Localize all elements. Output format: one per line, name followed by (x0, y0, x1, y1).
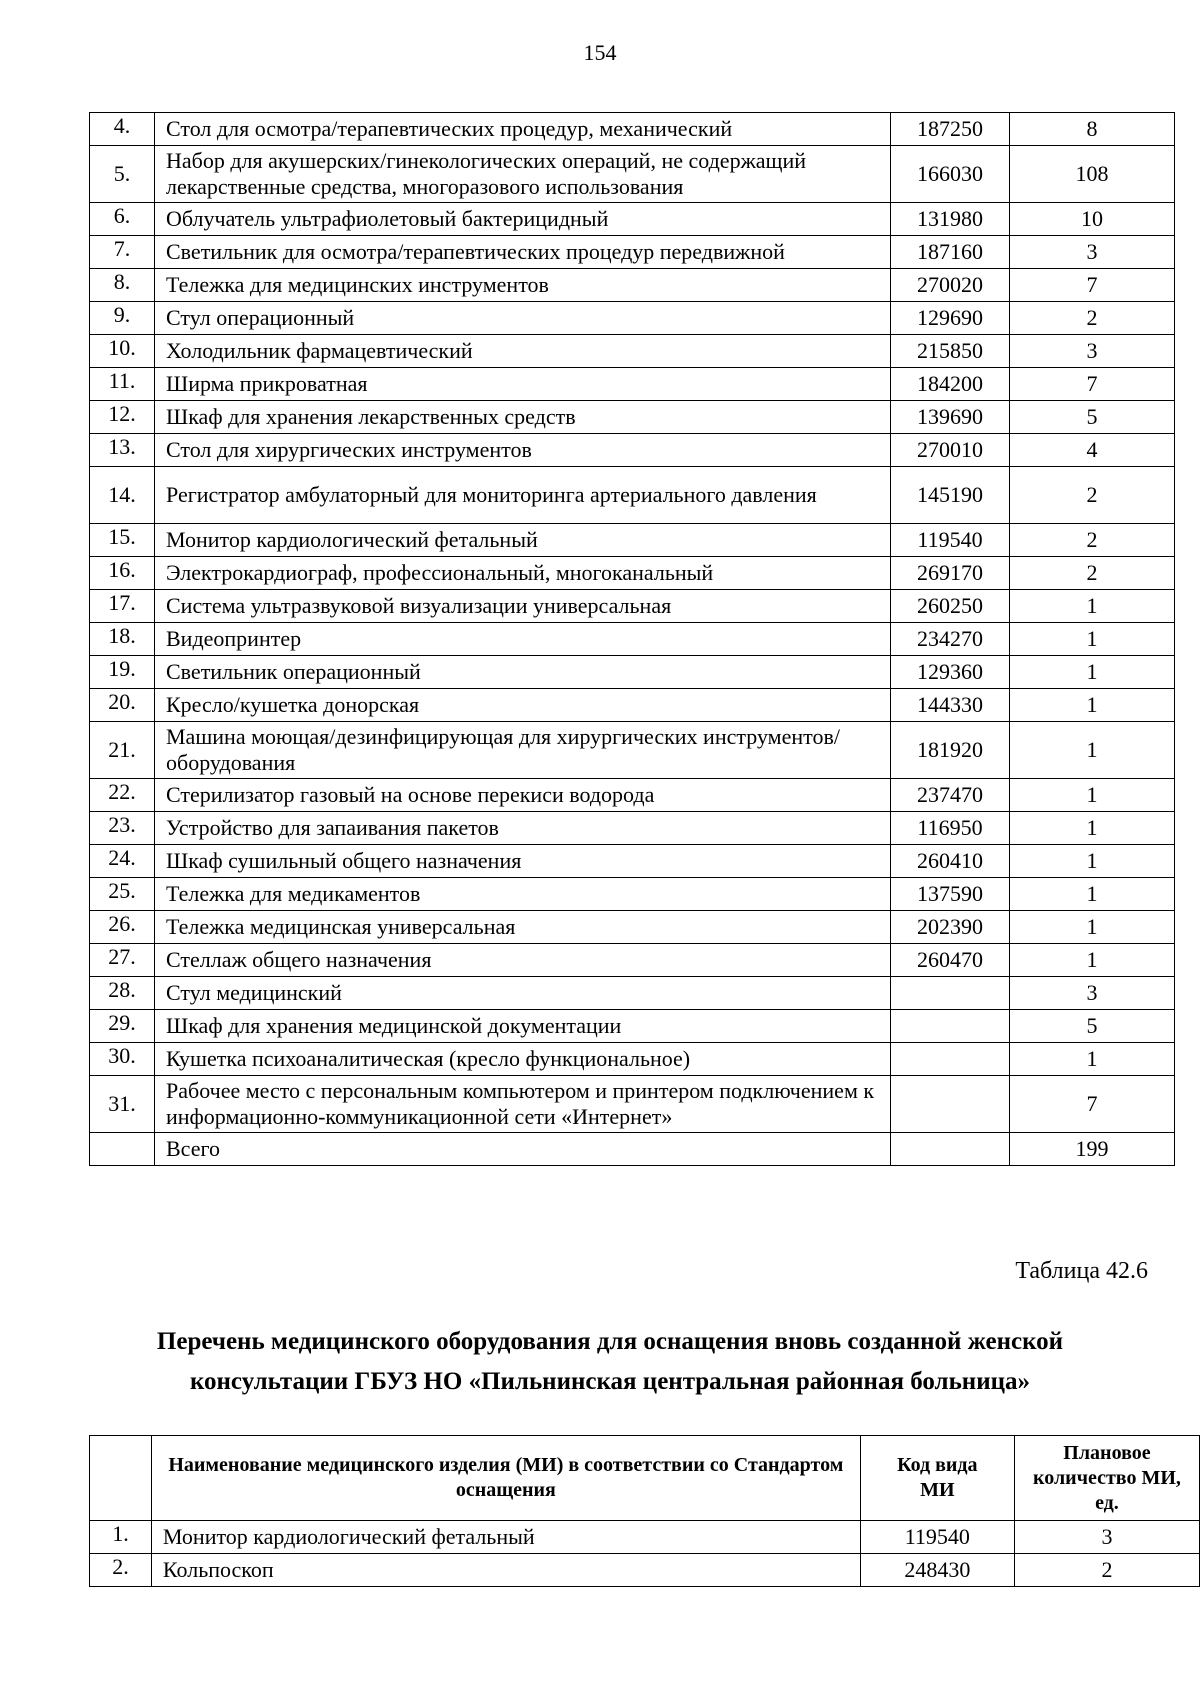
row-qty: 7 (1010, 269, 1175, 302)
header-name: Наименование медицинского изделия (МИ) в соответствии со Стандартом оснащения (151, 1436, 860, 1521)
row-number: 1. (90, 1521, 152, 1554)
row-code: 184200 (891, 368, 1010, 401)
row-name: Электрокардиограф, профессиональный, многоканальный (155, 557, 891, 590)
row-qty: 3 (1010, 977, 1175, 1010)
row-qty: 7 (1010, 1076, 1175, 1133)
row-code: 234270 (891, 623, 1010, 656)
table-row (90, 1010, 1175, 1043)
row-name: Облучатель ультрафиолетовый бактерицидный (155, 203, 891, 236)
row-qty: 7 (1010, 368, 1175, 401)
row-name: Стерилизатор газовый на основе перекиси водорода (155, 779, 891, 812)
table-row (90, 623, 1175, 656)
table-row (90, 203, 1175, 236)
row-qty: 1 (1010, 845, 1175, 878)
row-number: 19. (90, 656, 155, 689)
row-code: 145190 (891, 467, 1010, 524)
row-code: 215850 (891, 335, 1010, 368)
row-name: Тележка для медикаментов (155, 878, 891, 911)
row-name: Система ультразвуковой визуализации универсальная (155, 590, 891, 623)
row-code: 144330 (891, 689, 1010, 722)
row-qty: 2 (1014, 1554, 1199, 1587)
row-number: 8. (90, 269, 155, 302)
row-qty: 2 (1010, 302, 1175, 335)
table-row (90, 779, 1175, 812)
row-code: 129690 (891, 302, 1010, 335)
row-code: 270020 (891, 269, 1010, 302)
row-code: 139690 (891, 401, 1010, 434)
total-label: Всего (155, 1133, 891, 1166)
table-row (90, 1521, 1200, 1554)
row-qty: 3 (1010, 236, 1175, 269)
row-code: 187250 (891, 113, 1010, 146)
table-row (90, 878, 1175, 911)
row-qty: 1 (1010, 878, 1175, 911)
table-row (90, 1554, 1200, 1587)
row-qty: 1 (1010, 911, 1175, 944)
row-name: Тележка медицинская универсальная (155, 911, 891, 944)
row-code (891, 1043, 1010, 1076)
row-name: Видеопринтер (155, 623, 891, 656)
row-number: 18. (90, 623, 155, 656)
table-row (90, 1043, 1175, 1076)
row-number: 26. (90, 911, 155, 944)
equipment-table-body (90, 113, 1175, 1133)
row-name: Монитор кардиологический фетальный (151, 1521, 860, 1554)
row-code: 270010 (891, 434, 1010, 467)
row-code: 166030 (891, 146, 1010, 203)
row-code: 269170 (891, 557, 1010, 590)
row-name: Регистратор амбулаторный для мониторинга артериального давления (155, 467, 891, 524)
row-code: 181920 (891, 722, 1010, 779)
total-code-cell (891, 1133, 1010, 1166)
table-row (90, 812, 1175, 845)
row-qty: 1 (1010, 689, 1175, 722)
row-code: 116950 (891, 812, 1010, 845)
row-name: Шкаф для хранения медицинской документации (155, 1010, 891, 1043)
table-row (90, 335, 1175, 368)
row-qty: 108 (1010, 146, 1175, 203)
equipment-table-continued (89, 112, 1175, 1166)
header-code: Код вида МИ (860, 1436, 1014, 1521)
row-number: 31. (90, 1076, 155, 1133)
row-qty: 1 (1010, 590, 1175, 623)
row-code: 260470 (891, 944, 1010, 977)
row-number: 30. (90, 1043, 155, 1076)
row-name: Ширма прикроватная (155, 368, 891, 401)
row-number: 20. (90, 689, 155, 722)
row-code: 260250 (891, 590, 1010, 623)
row-name: Шкаф для хранения лекарственных средств (155, 401, 891, 434)
row-name: Кольпоскоп (151, 1554, 860, 1587)
row-number: 6. (90, 203, 155, 236)
row-number: 10. (90, 335, 155, 368)
total-qty: 199 (1010, 1133, 1175, 1166)
table-row (90, 401, 1175, 434)
row-qty: 2 (1010, 467, 1175, 524)
row-name: Стол для осмотра/терапевтических процедур, механический (155, 113, 891, 146)
table-row (90, 557, 1175, 590)
table-row (90, 302, 1175, 335)
row-code: 119540 (860, 1521, 1014, 1554)
row-number: 25. (90, 878, 155, 911)
row-name: Светильник операционный (155, 656, 891, 689)
row-code: 202390 (891, 911, 1010, 944)
row-number: 29. (90, 1010, 155, 1043)
total-row (90, 1133, 1175, 1166)
row-number: 12. (90, 401, 155, 434)
row-code (891, 1076, 1010, 1133)
row-qty: 1 (1010, 656, 1175, 689)
row-qty: 2 (1010, 557, 1175, 590)
row-number: 21. (90, 722, 155, 779)
row-name: Холодильник фармацевтический (155, 335, 891, 368)
row-qty: 1 (1010, 722, 1175, 779)
table-row (90, 911, 1175, 944)
row-qty: 5 (1010, 1010, 1175, 1043)
table-row (90, 467, 1175, 524)
row-name: Рабочее место с персональным компьютером и принтером подключением к информационно-коммуникационной сети «Интернет» (155, 1076, 891, 1133)
header-num (90, 1436, 152, 1521)
row-qty: 8 (1010, 113, 1175, 146)
table-row (90, 524, 1175, 557)
row-name: Набор для акушерских/гинекологических операций, не содержащий лекарственные средства, многоразового использования (155, 146, 891, 203)
row-code: 131980 (891, 203, 1010, 236)
row-number: 23. (90, 812, 155, 845)
page-number: 154 (583, 40, 617, 65)
row-code: 237470 (891, 779, 1010, 812)
row-number: 9. (90, 302, 155, 335)
row-number: 4. (90, 113, 155, 146)
row-code: 137590 (891, 878, 1010, 911)
row-code: 129360 (891, 656, 1010, 689)
table2-body (90, 1521, 1200, 1587)
row-name: Машина моющая/дезинфицирующая для хирургических инструментов/оборудования (155, 722, 891, 779)
header-qty: Плановое количество МИ, ед. (1014, 1436, 1199, 1521)
table-row (90, 689, 1175, 722)
row-number: 15. (90, 524, 155, 557)
row-number: 27. (90, 944, 155, 977)
row-name: Светильник для осмотра/терапевтических процедур передвижной (155, 236, 891, 269)
row-code: 248430 (860, 1554, 1014, 1587)
row-qty: 2 (1010, 524, 1175, 557)
table-row (90, 977, 1175, 1010)
row-qty: 1 (1010, 944, 1175, 977)
row-number: 22. (90, 779, 155, 812)
row-name: Стол для хирургических инструментов (155, 434, 891, 467)
row-name: Устройство для запаивания пакетов (155, 812, 891, 845)
table-title: Перечень медицинского оборудования для оснащения вновь созданной женской консультации ГБУЗ НО «Пильнинская центральная районная больница» (156, 1328, 1064, 1395)
table-row (90, 944, 1175, 977)
row-name: Кресло/кушетка донорская (155, 689, 891, 722)
table-row (90, 722, 1175, 779)
new-clinic-equipment-table (89, 1435, 1200, 1587)
table-row (90, 590, 1175, 623)
row-name: Кушетка психоаналитическая (кресло функциональное) (155, 1043, 891, 1076)
row-number: 14. (90, 467, 155, 524)
row-number: 11. (90, 368, 155, 401)
row-name: Монитор кардиологический фетальный (155, 524, 891, 557)
row-qty: 1 (1010, 1043, 1175, 1076)
row-number: 13. (90, 434, 155, 467)
row-qty: 3 (1010, 335, 1175, 368)
row-name: Стул операционный (155, 302, 891, 335)
table-row (90, 434, 1175, 467)
row-qty: 1 (1010, 779, 1175, 812)
row-name: Шкаф сушильный общего назначения (155, 845, 891, 878)
table-row (90, 236, 1175, 269)
total-num-cell (90, 1133, 155, 1166)
row-code: 187160 (891, 236, 1010, 269)
row-qty: 4 (1010, 434, 1175, 467)
row-code (891, 977, 1010, 1010)
row-number: 28. (90, 977, 155, 1010)
row-number: 17. (90, 590, 155, 623)
table-caption: Таблица 42.6 (1015, 1258, 1148, 1284)
table-row (90, 656, 1175, 689)
row-number: 7. (90, 236, 155, 269)
row-number: 24. (90, 845, 155, 878)
table-row (90, 269, 1175, 302)
row-qty: 3 (1014, 1521, 1199, 1554)
row-code: 119540 (891, 524, 1010, 557)
row-qty: 5 (1010, 401, 1175, 434)
table-row (90, 146, 1175, 203)
row-number: 5. (90, 146, 155, 203)
row-name: Стул медицинский (155, 977, 891, 1010)
table-row (90, 368, 1175, 401)
row-qty: 1 (1010, 812, 1175, 845)
table-row (90, 113, 1175, 146)
row-code (891, 1010, 1010, 1043)
row-name: Стеллаж общего назначения (155, 944, 891, 977)
table2-header-row (90, 1436, 1200, 1521)
table-row (90, 1076, 1175, 1133)
row-qty: 10 (1010, 203, 1175, 236)
table-row (90, 845, 1175, 878)
row-number: 16. (90, 557, 155, 590)
row-name: Тележка для медицинских инструментов (155, 269, 891, 302)
row-code: 260410 (891, 845, 1010, 878)
row-qty: 1 (1010, 623, 1175, 656)
row-number: 2. (90, 1554, 152, 1587)
